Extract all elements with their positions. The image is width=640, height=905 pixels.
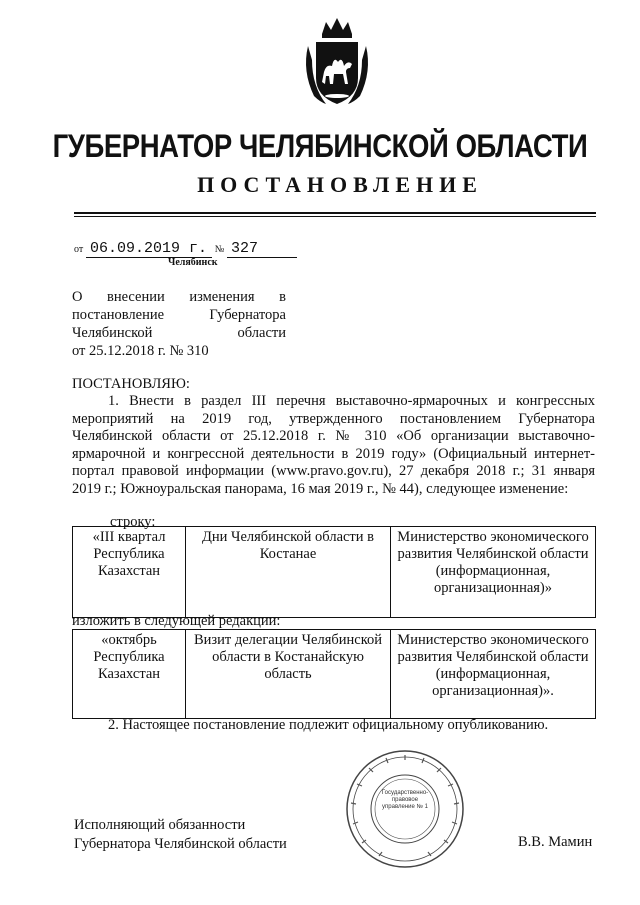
subject-line: от 25.12.2018 г. № 310: [72, 343, 209, 359]
row-label: строку:: [110, 514, 156, 530]
position-line-1: Исполняющий обязанности: [74, 817, 246, 833]
governor-title: ГУБЕРНАТОР ЧЕЛЯБИНСКОЙ ОБЛАСТИ: [52, 128, 588, 164]
table-old-row: [72, 526, 596, 618]
document-date: 06.09.2019 г.: [86, 240, 212, 258]
change-label: изложить в следующей редакции:: [72, 613, 281, 629]
table-row: [73, 527, 596, 618]
cell-responsible: Министерство экономического развития Челябинской области (информационная, организационная)».: [391, 630, 596, 719]
cell-period-location: «октябрь Республика Казахстан: [73, 630, 186, 719]
number-label: №: [214, 244, 225, 255]
from-label: от: [74, 244, 84, 255]
subject-line: О внесении изменения в: [72, 289, 286, 305]
resolve-heading: ПОСТАНОВЛЯЮ:: [72, 376, 190, 392]
table-row: [73, 630, 596, 719]
table-new-row: [72, 629, 596, 719]
date-number-line: [74, 240, 297, 258]
document-subject: [72, 288, 286, 360]
signatory-name: В.В. Мамин: [518, 834, 593, 850]
paragraph-2: 2. Настоящее постановление подлежит официальному опубликованию.: [108, 717, 549, 733]
seal-center-text: Государственно-правовое управление № 1: [381, 790, 429, 810]
document-number: 327: [227, 240, 297, 258]
cell-responsible: Министерство экономического развития Челябинской области (информационная, организационная)»: [391, 527, 596, 618]
subject-line: Челябинской области: [72, 325, 286, 341]
position-line-2: Губернатора Челябинской области: [74, 836, 287, 852]
document-type: ПОСТАНОВЛЕНИЕ: [197, 172, 483, 197]
signatory-position: [74, 816, 287, 854]
header-rule-thick: [74, 212, 596, 214]
cell-period-location: «III квартал Республика Казахстан: [73, 527, 186, 618]
paragraph-1: 1. Внести в раздел III перечня выставочно-ярмарочных и конгрессных мероприятий на 2019 год, утвержденного постановлением Губернатора Челябинской области от 25.12.2018 г. № 310 «Об организации выставочно-ярмарочной и конгрессной деятельности в 2019 году» (Официальный интернет-портал правовой информации (www.pravo.gov.ru), 27 декабря 2018 г.; 31 января 2019 г.; Южноуральская панорама, 16 мая 2019 г., № 44), следующее изменение:: [72, 393, 595, 497]
cell-event: Визит делегации Челябинской области в Костанайскую область: [186, 630, 391, 719]
cell-event: Дни Челябинской области в Костанае: [186, 527, 391, 618]
subject-line: постановление Губернатора: [72, 307, 286, 323]
header-rule-thin: [74, 216, 596, 217]
coat-of-arms-emblem: [300, 16, 374, 108]
city-label: Челябинск: [168, 257, 218, 268]
